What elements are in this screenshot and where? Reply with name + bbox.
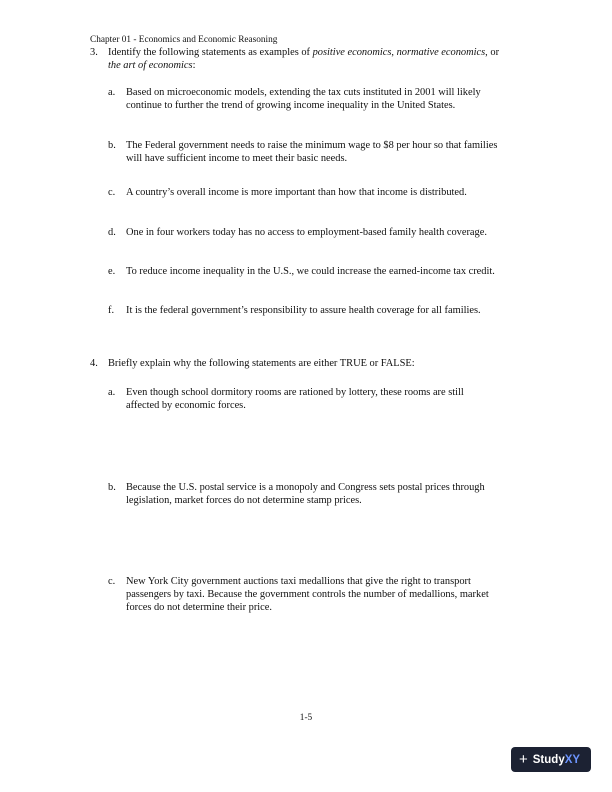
question-3-item-e	[126, 265, 521, 278]
item-line: affected by economic forces.	[126, 400, 246, 411]
item-line: Based on microeconomic models, extending the tax cuts instituted in 2001 will likely	[126, 87, 481, 98]
running-header: Chapter 01 - Economics and Economic Reasoning	[90, 35, 278, 45]
question-3-item-d	[126, 226, 521, 239]
question-3-item-f-letter: f.	[108, 305, 115, 316]
question-3-item-c-letter: c.	[108, 187, 116, 198]
question-4-item-a-letter: a.	[108, 387, 116, 398]
question-3-item-f	[126, 304, 521, 317]
question-3-item-e-letter: e.	[108, 266, 116, 277]
question-3-item-b	[126, 139, 521, 165]
item-line: One in four workers today has no access to employment-based family health coverage.	[126, 227, 487, 238]
item-line: passengers by taxi. Because the government controls the number of medallions, market	[126, 589, 489, 600]
question-4-item-c-letter: c.	[108, 576, 116, 587]
item-line: New York City government auctions taxi medallions that give the right to transport	[126, 576, 471, 587]
item-line: To reduce income inequality in the U.S., we could increase the earned-income tax credit.	[126, 266, 495, 277]
term-normative-economics: normative economics	[396, 47, 486, 58]
question-4-item-c	[126, 575, 521, 614]
page-number: 1-5	[299, 713, 313, 723]
question-3-item-a-letter: a.	[108, 87, 116, 98]
question-3-prompt	[108, 46, 528, 72]
question-3-sep2: , or	[485, 47, 500, 58]
question-3-intro-suffix: :	[192, 60, 196, 71]
item-line: continue to further the trend of growing income inequality in the United States.	[126, 100, 456, 111]
question-4-prompt: Briefly explain why the following statements are either TRUE or FALSE:	[108, 358, 415, 369]
question-3-item-c	[126, 186, 521, 199]
item-line: It is the federal government’s responsibility to assure health coverage for all families.	[126, 305, 481, 316]
question-3-item-a	[126, 86, 521, 112]
question-3-sep1: ,	[391, 47, 397, 58]
item-line: forces do not determine their price.	[126, 602, 272, 613]
term-art-of-economics: the art of economics	[108, 60, 193, 71]
question-4-number: 4.	[90, 358, 98, 369]
item-line: Even though school dormitory rooms are rationed by lottery, these rooms are still	[126, 387, 464, 398]
item-line: Because the U.S. postal service is a monopoly and Congress sets postal prices through	[126, 482, 485, 493]
question-4-item-a	[126, 386, 521, 412]
question-4-item-b-letter: b.	[108, 482, 116, 493]
question-3-intro-prefix: Identify the following statements as examples of	[108, 47, 313, 58]
item-line: The Federal government needs to raise the minimum wage to $8 per hour so that families	[126, 140, 498, 151]
question-3-item-d-letter: d.	[108, 227, 116, 238]
question-3-number: 3.	[90, 47, 98, 58]
studyxy-badge[interactable]	[511, 747, 591, 772]
item-line: legislation, market forces do not determine stamp prices.	[126, 495, 362, 506]
question-3-item-b-letter: b.	[108, 140, 116, 151]
brand-word-xy: XY	[564, 753, 581, 766]
term-positive-economics: positive economics	[312, 47, 392, 58]
question-4-item-b	[126, 481, 521, 507]
item-line: A country’s overall income is more important than how that income is distributed.	[126, 187, 467, 198]
plus-icon: +	[519, 751, 528, 768]
item-line: will have sufficient income to meet their basic needs.	[126, 153, 348, 164]
brand-word-study: Study	[532, 753, 565, 766]
